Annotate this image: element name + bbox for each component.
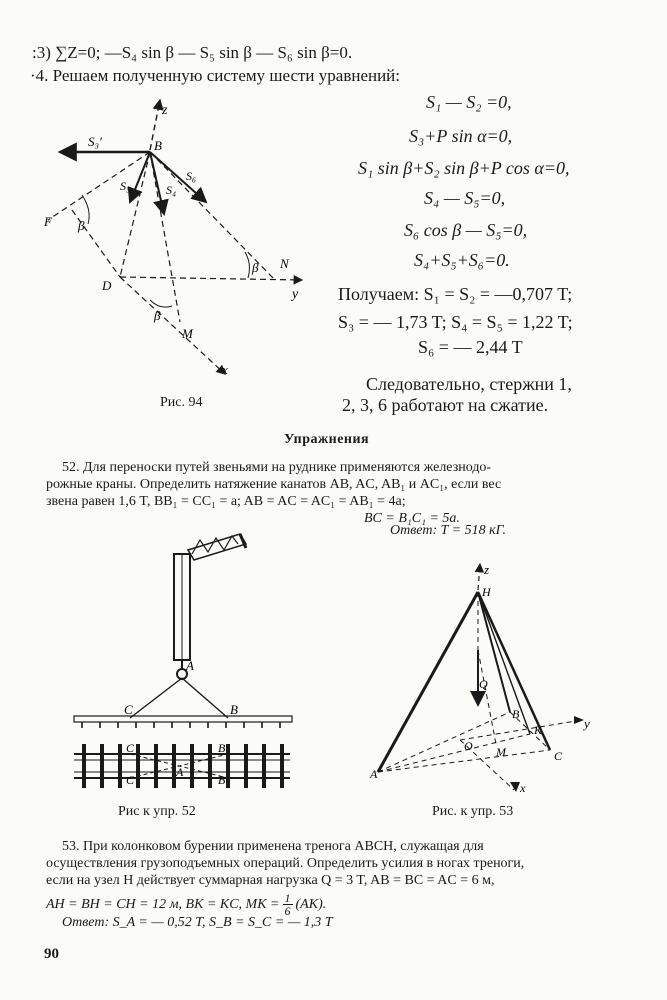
fig52-label-b: B <box>230 702 238 717</box>
fig53-label-y: y <box>584 716 590 731</box>
equation-5: S₆ cos β — S₅=0, <box>404 220 528 240</box>
equation-2: S₃+P sin α=0, <box>409 126 513 146</box>
section-title: Упражнения <box>284 432 370 447</box>
fig52-label-b2: B <box>218 773 226 787</box>
fig52-label-c: C <box>124 702 133 717</box>
fig94-label-d: D <box>102 278 112 293</box>
fig53-label-x: x <box>520 781 526 795</box>
fig53-label-z: z <box>484 562 490 577</box>
equation-1: S₁ — S₂ =0, <box>426 92 512 112</box>
fig53-label-m: M <box>496 745 506 759</box>
fig94-label-beta1: β <box>78 218 85 233</box>
page-number: 90 <box>44 946 59 962</box>
fig53-label-k: K <box>534 723 543 737</box>
figure-53-caption: Рис. к упр. 53 <box>432 804 514 819</box>
fig52-label-c1: C <box>126 741 135 755</box>
figure-94-diagram <box>30 92 330 384</box>
result-2: S₃ = — 1,73 T; S₄ = S₅ = 1,22 T; <box>338 312 573 332</box>
fig53-label-a: A <box>370 767 378 781</box>
fig53-label-q: Q <box>479 677 488 691</box>
ex53-line-4-text: AH = BH = CH = 12 м, BK = KC, MK = <box>46 897 280 912</box>
fig52-label-a: A <box>186 658 194 673</box>
ex53-line-2: осуществления грузоподъемных операций. Определить усилия в ногах треноги, <box>46 856 525 871</box>
fig53-label-h: H <box>482 585 491 599</box>
result-1: Получаем: S₁ = S₂ = —0,707 T; <box>338 284 573 304</box>
fig94-label-beta3: β <box>154 308 161 323</box>
fig94-label-n: N <box>280 256 289 271</box>
equation-4: S₄ — S₅=0, <box>424 188 506 208</box>
result-3: S₆ = — 2,44 T <box>418 337 523 357</box>
ex53-line-1: 53. При колонковом бурении применена тренога ABCH, служащая для <box>62 839 484 854</box>
conclusion-line-1: Следовательно, стержни 1, <box>366 374 572 394</box>
ex53-fraction-numerator: 1 <box>284 891 291 905</box>
fig53-label-b: B <box>512 707 520 721</box>
ex52-line-1: 52. Для переноски путей звеньями на руднике применяются железнодо- <box>62 460 492 475</box>
equation-3: S₁ sin β+S₂ sin β+P cos α=0, <box>358 158 570 178</box>
figure-53-diagram <box>360 560 600 796</box>
fig94-label-z: z <box>162 103 168 118</box>
ex53-line-4-tail: (AK). <box>295 897 327 912</box>
ex53-line-3: если на узел H действует суммарная нагрузка Q = 3 T, AB = BC = AC = 6 м, <box>46 873 495 888</box>
figure-52-caption: Рис к упр. 52 <box>118 804 196 819</box>
fig94-label-s3p: S₃′ <box>88 134 102 149</box>
conclusion-line-2: 2, 3, 6 работают на сжатие. <box>342 395 549 415</box>
ex53-answer: Ответ: S_A = — 0,52 T, S_B = S_C = — 1,3 T <box>62 915 333 930</box>
ex52-line-4: BC = B₁C₁ = 5a. <box>364 511 460 526</box>
ex52-answer: Ответ: T = 518 кГ. <box>390 523 507 538</box>
fig53-label-o: O <box>464 739 473 753</box>
fig94-label-s4: S₄ <box>166 183 177 197</box>
step-4-text: ·4. Решаем полученную систему шести уравнений: <box>30 66 401 85</box>
fig94-label-x: x <box>222 362 228 377</box>
ex53-fraction-denominator: 6 <box>284 904 291 918</box>
figure-94-caption: Рис. 94 <box>160 395 203 410</box>
fig94-label-b: B <box>154 138 162 153</box>
equation-step-3: :3) ∑Z=0; —S₄ sin β — S₅ sin β — S₆ sin β=0. <box>32 43 353 62</box>
fig94-label-y: y <box>292 287 299 302</box>
ex52-line-3: звена равен 1,6 T, BB₁ = CC₁ = a; AB = AC = AC₁ = AB₁ = 4a; <box>46 494 406 509</box>
fig94-label-beta2: β <box>252 260 259 275</box>
fig94-label-s6: S₆ <box>186 169 197 183</box>
fig52-label-c2: C <box>126 773 135 787</box>
ex52-line-2: рожные краны. Определить натяжение канатов AB, AC, AB₁ и AC₁, если вес <box>46 477 502 492</box>
fig52-label-a2: A <box>176 765 184 779</box>
fig94-label-f: F <box>44 214 52 229</box>
fig52-label-b1: B <box>218 741 226 755</box>
equation-6: S₄+S₅+S₆=0. <box>414 250 510 270</box>
figure-52-diagram <box>60 528 300 796</box>
fig94-label-s5: S₅ <box>120 179 131 193</box>
fig53-label-c: C <box>554 749 563 763</box>
fig94-label-m: M <box>182 326 193 341</box>
